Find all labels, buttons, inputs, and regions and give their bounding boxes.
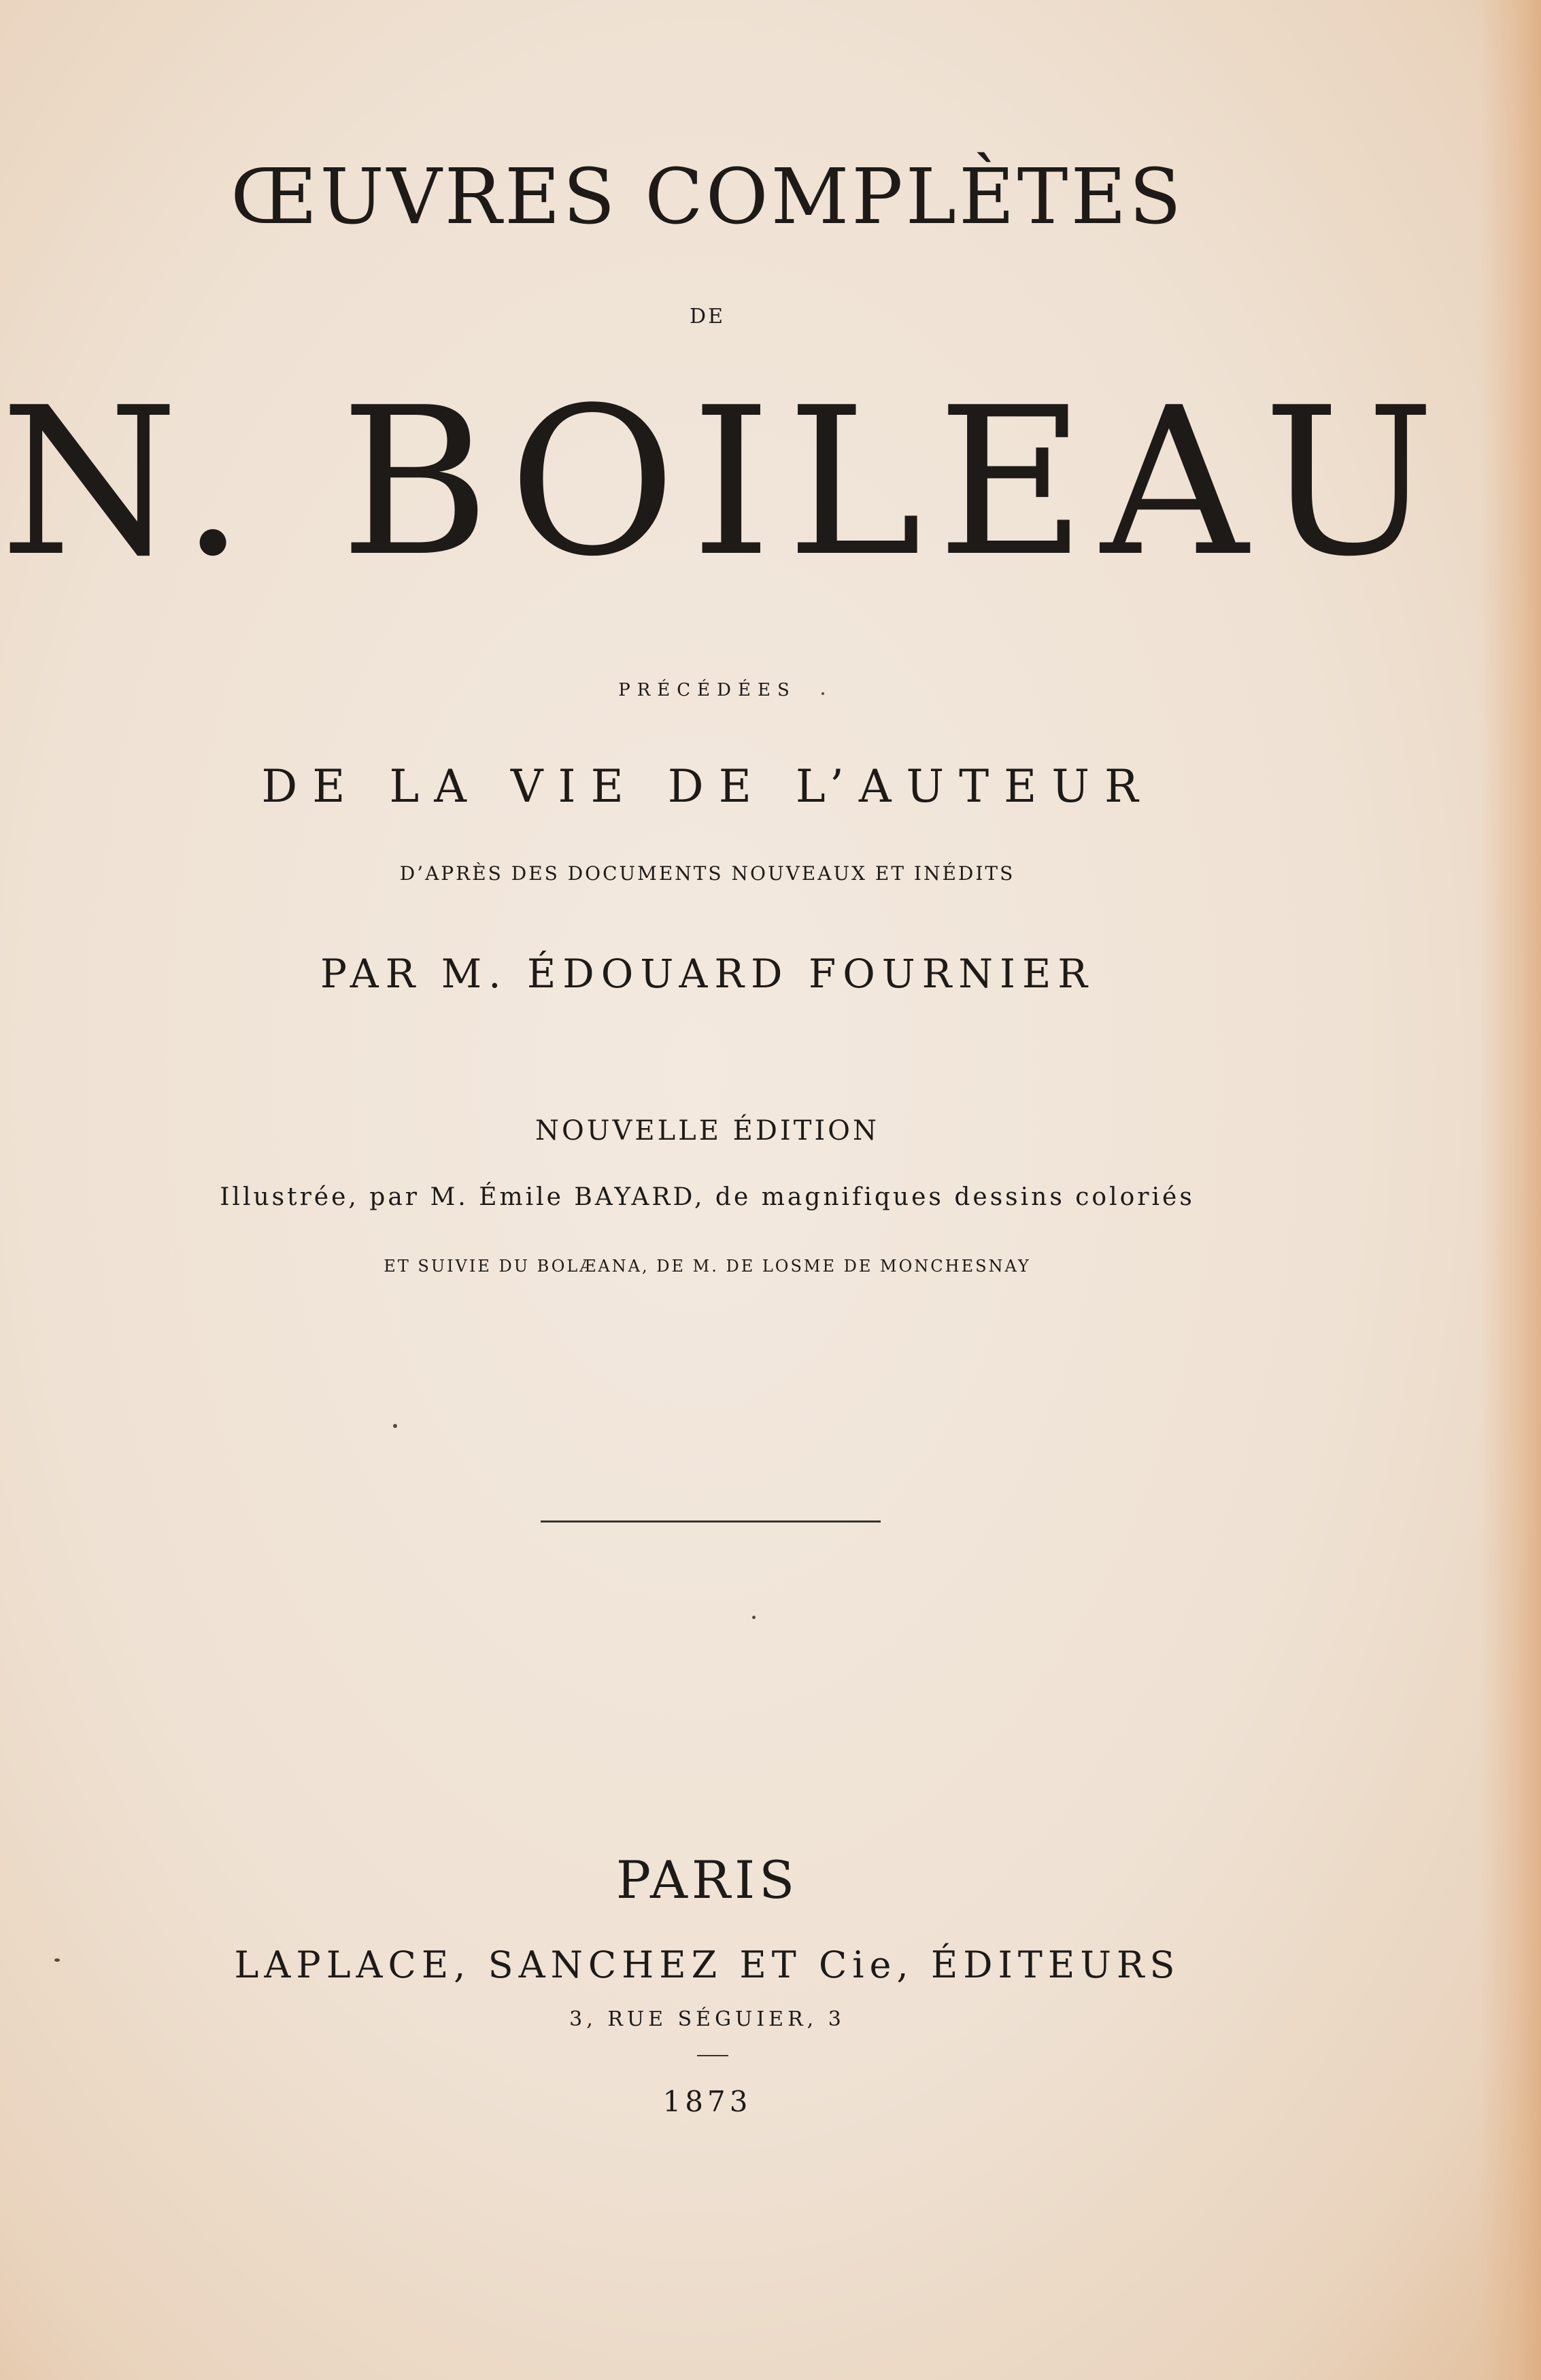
precedees-label: PRÉCÉDÉES (618, 680, 796, 700)
illustration-credit: Illustrée, par M. Émile BAYARD, de magnifiques dessins coloriés (220, 1183, 1195, 1211)
paper-speck (822, 692, 824, 695)
imprint-publisher: LAPLACE, SANCHEZ ET Cie, ÉDITEURS (234, 1943, 1181, 1986)
imprint-year: 1873 (662, 2085, 752, 2118)
paper-speck (393, 1424, 397, 1428)
imprint-address: 3, RUE SÉGUIER, 3 (569, 2007, 845, 2031)
paper-speck (54, 1958, 60, 1962)
documents-note: D’APRÈS DES DOCUMENTS NOUVEAUX ET INÉDITS (399, 862, 1015, 885)
divider-rule (541, 1520, 881, 1523)
short-divider (697, 2055, 728, 2056)
edition-label: NOUVELLE ÉDITION (535, 1115, 879, 1146)
paper-speck (752, 1616, 756, 1619)
vie-de-lauteur: DE LA VIE DE L’AUTEUR (261, 760, 1153, 813)
page-edge-shadow (1480, 0, 1541, 2380)
imprint-city: PARIS (615, 1850, 799, 1910)
heading-de: DE (690, 305, 725, 328)
editor-credit: PAR M. ÉDOUARD FOURNIER (320, 951, 1094, 997)
author-name: N. BOILEAU (0, 364, 1451, 601)
bolaeana-note: ET SUIVIE DU BOLÆANA, DE M. DE LOSME DE MONCHESNAY (384, 1257, 1031, 1276)
main-heading: ŒUVRES COMPLÈTES (231, 153, 1184, 241)
